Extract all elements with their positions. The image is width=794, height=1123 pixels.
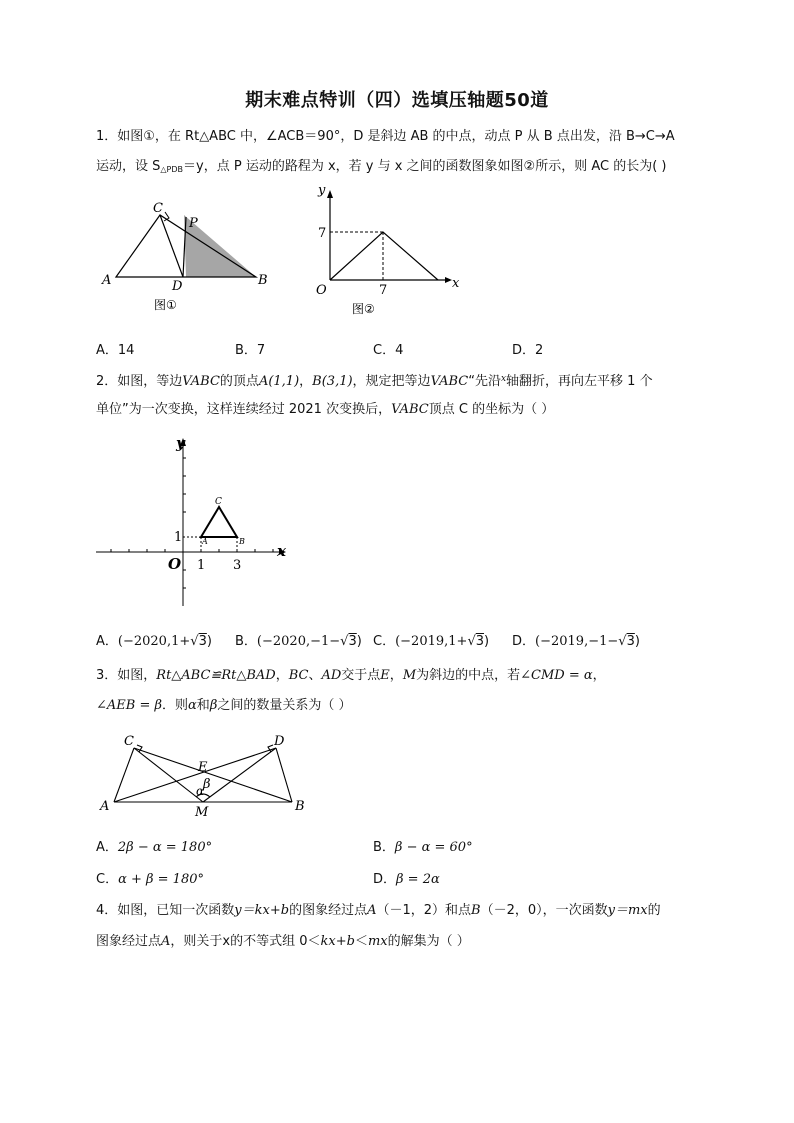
q1-area-subscript: △PDB <box>160 165 184 174</box>
label-p: P <box>189 216 198 231</box>
label-m: M <box>195 805 209 820</box>
q3-line1: 3．如图，Rt△ABC≌Rt△BAD，BC、AD交于点E，M为斜边的中点，若∠CMD = α， <box>96 668 606 683</box>
label-beta: β <box>203 777 211 792</box>
q2-option-b[interactable]: B．(−2020,−1−√3) <box>235 634 362 649</box>
label-c: C <box>215 497 222 507</box>
sqrt-symbol: √ <box>190 634 199 649</box>
q1-option-d[interactable]: D．2 <box>512 343 544 358</box>
x-tick-1: 1 <box>197 558 206 573</box>
q2-figure <box>96 434 296 610</box>
label-alpha: α <box>196 784 205 798</box>
label-c: C <box>153 201 163 216</box>
y-label: y <box>318 183 326 198</box>
q1-option-c[interactable]: C．4 <box>373 343 404 358</box>
q3-option-b[interactable]: B．β − α = 60° <box>373 840 473 855</box>
x-label: x <box>277 542 286 560</box>
segment-cd <box>160 215 183 277</box>
q1-figures <box>96 183 486 325</box>
origin-label: O <box>316 283 327 298</box>
label-b: B <box>295 799 305 814</box>
label-e: E <box>198 760 208 775</box>
label-b: B <box>239 537 245 546</box>
q4-line2: 图象经过点A，则关于x的不等式组 0＜kx+b＜mx的解集为（ ） <box>96 934 470 949</box>
q3-option-d[interactable]: D．β = 2α <box>373 872 440 887</box>
x-axis-arrow <box>445 277 452 283</box>
q3-line2: ∠AEB = β．则α和β之间的数量关系为（ ） <box>96 698 352 713</box>
function-graph <box>330 232 438 280</box>
label-b: B <box>258 273 268 288</box>
caption-fig1: 图① <box>154 298 177 312</box>
label-c: C <box>124 734 134 749</box>
label-a: A <box>102 273 112 288</box>
q1-option-b[interactable]: B．7 <box>235 343 266 358</box>
q4-line1: 4．如图，已知一次函数y＝kx+b的图象经过点A（－1，2）和点B（－2，0），一次函数y＝mx的 <box>96 903 661 918</box>
q2-option-a[interactable]: A．(−2020,1+√3) <box>96 634 212 649</box>
sqrt-symbol: √ <box>340 634 349 649</box>
sqrt-symbol: √ <box>618 634 627 649</box>
q3-option-c[interactable]: C．α + β = 180° <box>96 872 204 887</box>
label-d: D <box>172 279 183 294</box>
label-a: A <box>100 799 110 814</box>
q2-line2: 单位”为一次变换，这样连续经过 2021 次变换后，VABC顶点 C 的坐标为（ ） <box>96 402 555 417</box>
label-d: D <box>274 734 285 749</box>
q1-figure1-triangle <box>101 201 268 312</box>
q1-line1: 1．如图①，在 Rt△ABC 中，∠ACB＝90°，D 是斜边 AB 的中点，动点 P 从 B 点出发，沿 B→C→A <box>96 129 675 144</box>
q1-line2: 运动，设 $S_{\triangle PDB}=y$，点 P 运动的路程为 x，若 y 与 x 之间的函数图象如图②所示，则 AC 的长为( ) <box>96 159 667 174</box>
q2-line1: 2．如图，等边VABC的顶点A(1,1)，B(3,1)，规定把等边VABC“先沿$^x$轴翻折，再向左平移 1 个 <box>96 374 653 389</box>
q3-figure <box>96 730 316 820</box>
q1-figure2-graph <box>316 183 460 316</box>
triangle-abc <box>201 507 237 537</box>
label-a: A <box>202 537 208 546</box>
q2-option-d[interactable]: D．(−2019,−1−√3) <box>512 634 640 649</box>
x-tick-7: 7 <box>379 283 388 298</box>
origin-label: O <box>168 555 182 573</box>
y-tick-7: 7 <box>318 226 327 241</box>
x-tick-3: 3 <box>233 558 242 573</box>
q3-option-a[interactable]: A．2β − α = 180° <box>96 840 213 855</box>
y-label: y <box>176 434 185 452</box>
y-tick-1: 1 <box>174 530 183 545</box>
page-title: 期末难点特训（四）选填压轴题50道 <box>245 90 549 111</box>
x-label: x <box>452 276 460 291</box>
q2-option-c[interactable]: C．(−2019,1+√3) <box>373 634 490 649</box>
y-axis-arrow <box>327 190 333 198</box>
sqrt-symbol: √ <box>467 634 476 649</box>
caption-fig2: 图② <box>352 302 375 316</box>
q1-option-a[interactable]: A．14 <box>96 343 135 358</box>
